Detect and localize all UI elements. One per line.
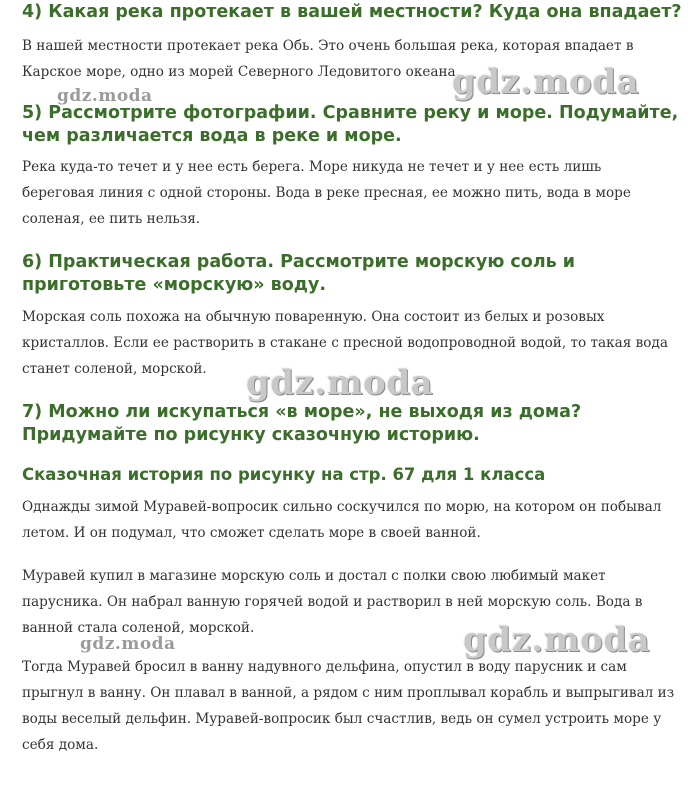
watermark-logo: gdz.moda	[463, 620, 651, 660]
story-paragraph-1: Однажды зимой Муравей-вопросик сильно соскучился по морю, на котором он побывал летом. И он подумал, что сможет сделать море в своей ванной.	[22, 499, 662, 541]
watermark-logo: gdz.moda	[246, 363, 434, 403]
watermark-logo: gdz.moda	[80, 634, 176, 654]
answer-5-paragraph: Река куда-то течет и у нее есть берега. Море никуда не течет и у нее есть лишь береговая линия с одной стороны. Вода в реке пресная, ее можно пить, вода в море соленая, ее пить нельзя.	[22, 159, 631, 227]
story-subheading: Сказочная история по рисунку на стр. 67 для 1 класса	[22, 465, 546, 484]
answer-6-paragraph: Морская соль похожа на обычную поваренную. Она состоит из белых и розовых кристаллов. Если ее растворить в стакане с пресной водопроводной водой, то такая вода станет соленой, морской.	[22, 309, 668, 377]
watermark-logo: gdz.moda	[57, 86, 153, 106]
question-4-heading: 4) Какая река протекает в вашей местности? Куда она впадает?	[22, 2, 682, 22]
question-7-heading: 7) Можно ли искупаться «в море», не выходя из дома? Придумайте по рисунку сказочную историю.	[22, 402, 582, 445]
question-5-heading: 5) Рассмотрите фотографии. Сравните реку и море. Подумайте, чем различается вода в реке и море.	[22, 103, 679, 146]
story-paragraph-2: Муравей купил в магазине морскую соль и достал с полки свою любимый макет парусника. Он набрал ванную горячей водой и растворил в ней морскую соль. Вода в ванной стала соленой, морской.	[22, 568, 643, 636]
watermark-logo: gdz.moda	[452, 62, 640, 102]
story-paragraph-3: Тогда Муравей бросил в ванну надувного дельфина, опустил в воду парусник и сам прыгнул в ванну. Он плавал в ванной, а рядом с ним проплывал корабль и выпрыгивал из воды веселый дельфин. Муравей-вопросик был счастлив, ведь он сумел устроить море у себя дома.	[22, 659, 675, 753]
question-6-heading: 6) Практическая работа. Рассмотрите морскую соль и приготовьте «морскую» воду.	[22, 252, 576, 295]
answer-4-paragraph: В нашей местности протекает река Обь. Это очень большая река, которая впадает в Карское море, одно из морей Северного Ледовитого океана.	[22, 38, 634, 80]
